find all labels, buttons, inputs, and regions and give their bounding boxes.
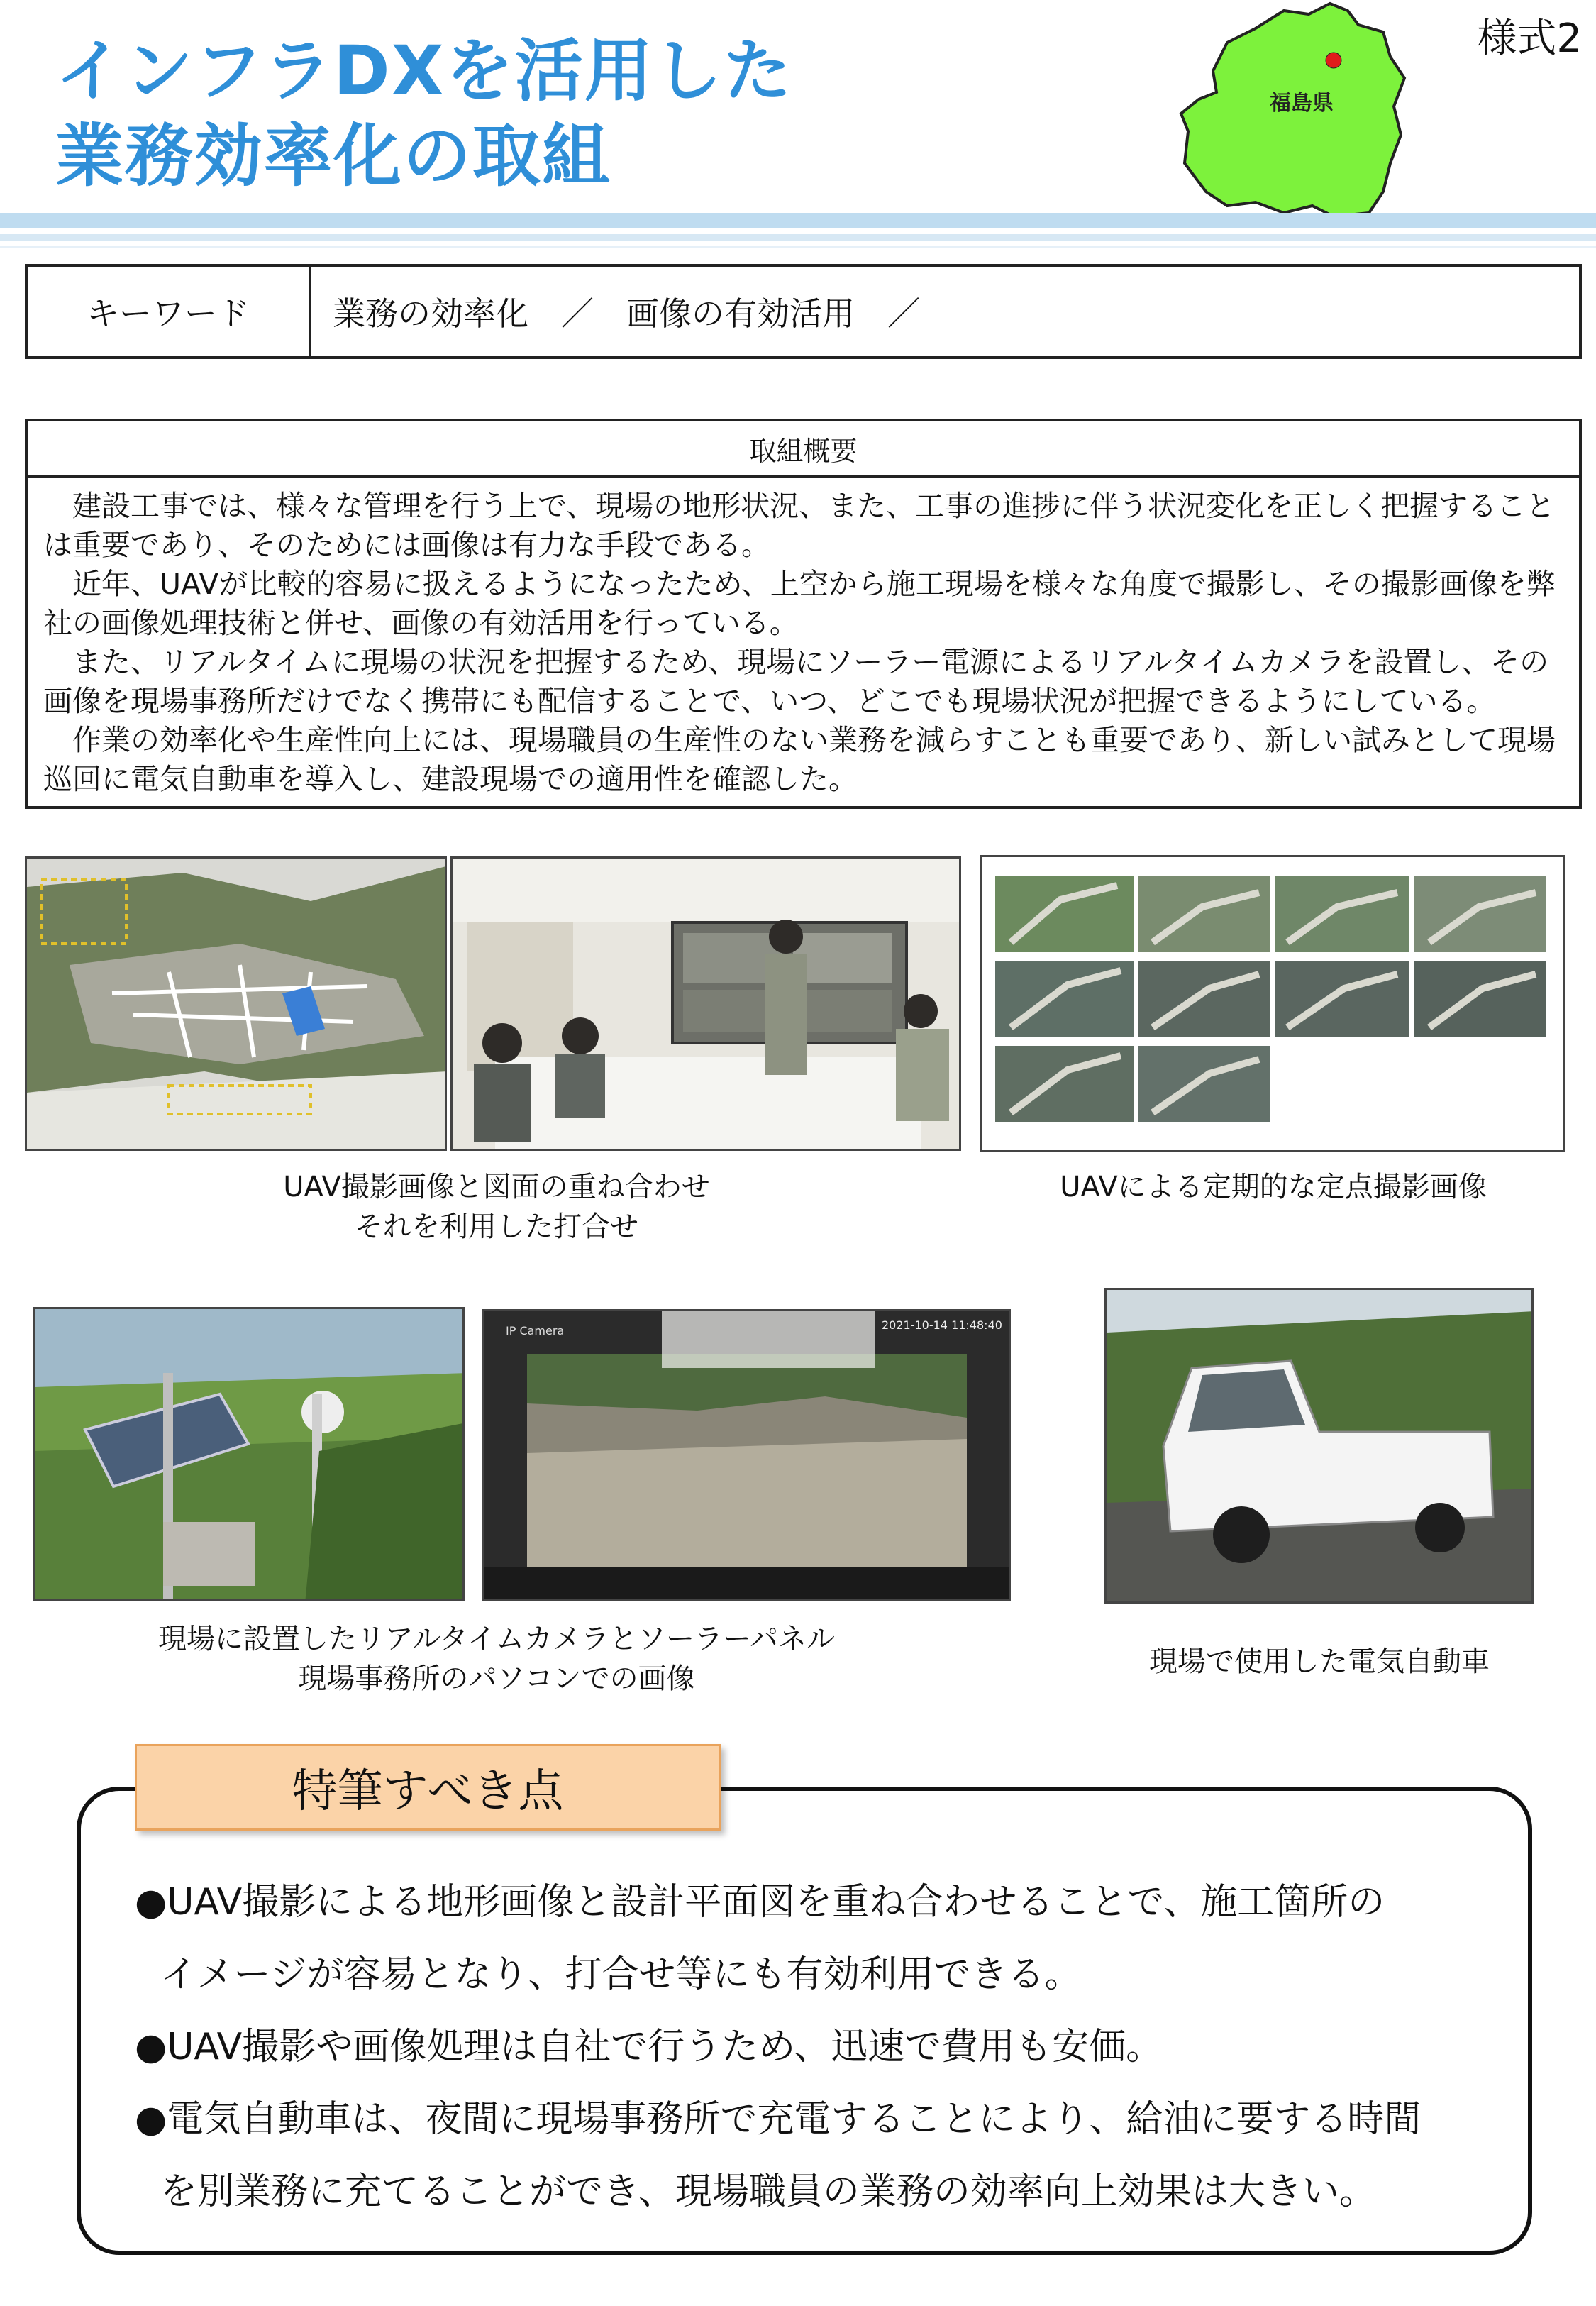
overview-heading: 取組概要 xyxy=(28,421,1579,478)
overview-body xyxy=(28,478,1579,799)
highlights-heading: 特筆すべき点 xyxy=(135,1744,721,1831)
solar-camera-photo xyxy=(33,1307,465,1601)
highlights-list xyxy=(135,1866,1518,2228)
header-rule-2 xyxy=(0,234,1596,241)
highlight-item-line: イメージが容易となり、打合せ等にも有効利用できる。 xyxy=(160,1953,1082,1996)
camera-app-name: IP Camera xyxy=(506,1324,565,1337)
overview-box xyxy=(25,419,1582,809)
caption-line: それを利用した打合せ xyxy=(355,1210,638,1243)
office-pc-photo xyxy=(482,1309,1011,1601)
caption-ev: 現場で使用した電気自動車 xyxy=(1149,1645,1490,1678)
caption-line: 現場に設置したリアルタイムカメラとソーラーパネル xyxy=(158,1623,835,1655)
electric-vehicle-photo xyxy=(1104,1288,1534,1604)
caption-uav-overlay xyxy=(177,1167,816,1247)
camera-timestamp: 2021-10-14 11:48:40 xyxy=(882,1318,1002,1332)
caption-fixed-point: UAVによる定期的な定点撮影画像 xyxy=(1060,1171,1487,1203)
highlight-item-line: を別業務に充てることができ、現場職員の業務の効率向上効果は大きい。 xyxy=(160,2170,1376,2213)
caption-line: 現場事務所のパソコンでの画像 xyxy=(298,1662,695,1695)
electric-vehicle-illustration xyxy=(1107,1290,1534,1604)
highlight-item-line: ●UAV撮影や画像処理は自社で行うため、迅速で費用も安価。 xyxy=(135,2026,1163,2068)
meeting-photo xyxy=(450,856,961,1151)
map-label: 福島県 xyxy=(1270,91,1334,116)
office-pc-illustration xyxy=(484,1311,1011,1601)
highlight-item-line: ●UAV撮影による地形画像と設計平面図を重ね合わせることで、施工箇所の xyxy=(135,1881,1385,1924)
form-number: 様式2 xyxy=(1477,16,1582,62)
uav-overlay-photo xyxy=(25,856,447,1151)
title-line-1: インフラDXを活用した xyxy=(55,31,793,111)
solar-camera-illustration xyxy=(35,1309,465,1601)
fukushima-map xyxy=(1177,0,1433,220)
overview-paragraph: 建設工事では、様々な管理を行う上で、現場の地形状況、また、工事の進捗に伴う状況変化を正しく把握することは重要であり、そのためには画像は有力な手段である。 xyxy=(43,489,1556,562)
keyword-label: キーワード xyxy=(28,267,311,356)
overview-paragraph: 作業の効率化や生産性向上には、現場職員の生産性のない業務を減らすことも重要であり、新しい試みとして現場巡回に電気自動車を導入し、建設現場での適用性を確認した。 xyxy=(43,723,1556,796)
meeting-illustration xyxy=(453,859,961,1151)
caption-camera xyxy=(106,1619,887,1699)
overview-paragraph: 近年、UAVが比較的容易に扱えるようになったため、上空から施工現場を様々な角度で撮影し、その撮影画像を弊社の画像処理技術と併せ、画像の有効活用を行っている。 xyxy=(43,567,1556,640)
uav-overlay-illustration xyxy=(27,859,447,1151)
highlight-item-line: ●電気自動車は、夜間に現場事務所で充電することにより、給油に要する時間 xyxy=(135,2098,1422,2141)
fixed-point-photos xyxy=(980,855,1565,1152)
keyword-text: 業務の効率化 ／ 画像の有効活用 ／ xyxy=(333,294,920,333)
keyword-box xyxy=(25,264,1582,359)
header-rule xyxy=(0,213,1596,228)
fixed-point-grid xyxy=(982,857,1565,1152)
overview-paragraph: また、リアルタイムに現場の状況を把握するため、現場にソーラー電源によるリアルタイムカメラを設置し、その画像を現場事務所だけでなく携帯にも配信することで、いつ、どこでも現場状況が把握できるようにしている。 xyxy=(43,645,1549,718)
title-line-2: 業務効率化の取組 xyxy=(55,116,611,196)
caption-line: UAV撮影画像と図面の重ね合わせ xyxy=(283,1171,710,1203)
header-rule-3 xyxy=(0,246,1596,248)
page-title xyxy=(55,28,907,199)
